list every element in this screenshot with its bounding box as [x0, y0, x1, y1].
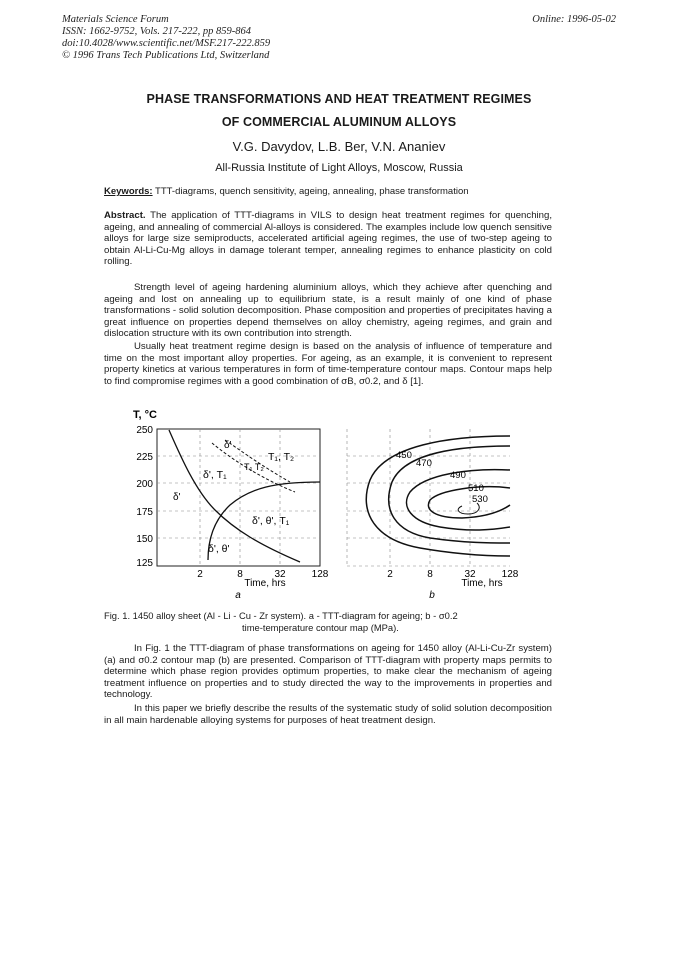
paper-title-line2: OF COMMERCIAL ALUMINUM ALLOYS [221, 115, 457, 129]
journal-name: Materials Science Forum [62, 14, 169, 25]
label-delta-left: δ' [173, 492, 181, 503]
label-t1-t2: T₁, T₂ [268, 451, 295, 463]
figure-1 [120, 400, 540, 605]
x-tick-b-8: 8 [427, 569, 433, 580]
journal-header [62, 14, 270, 62]
y-tick-150: 150 [136, 534, 153, 545]
contour-label-470: 470 [416, 458, 432, 469]
contour-label-450: 450 [396, 450, 412, 461]
x-tick-a-32: 32 [274, 569, 286, 580]
paragraph-3: In Fig. 1 the TTT-diagram of phase transformations on ageing for 1450 alloy (Al-Li-Cu-Zr system) (a) and σ0.2 contour map (b) are presented. Comparison of TTT-diagram with property maps permits to determine which phase region provides optimum properties, to make clear the mechanism of ageing treatment influence on properties and to study directed the way to the improvements in properties and technology. [104, 643, 552, 701]
online-date: Online: 1996-05-02 [532, 14, 616, 25]
x-tick-b-32: 32 [464, 569, 476, 580]
abstract-text: The application of TTT-diagrams in VILS to design heat treatment regimes for quenching, ageing, and annealing of commercial Al-alloys is considered. The examples include low quench sensitive alloys for large size semiproducts, accelerated artificial ageing regimes, the use of two-step ageing to obtain Al-Li-Cu-Mg alloys in damage tolerant temper, annealing regimes to enhance plasticity on cold rolling. [104, 210, 552, 268]
paragraph-2: Usually heat treatment regime design is based on the analysis of influence of temperature and time on the most important alloy properties. For ageing, as an example, it is convenient to represent property kinetics at various temperatures in form of time-temperature contour maps. Contour maps help to find compromise regimes with a good combination of σB, σ0.2, and δ [1]. [104, 341, 552, 387]
label-t1-t2-small: T₁ T₂ [244, 462, 264, 472]
x-axis-title-a: Time, hrs [244, 578, 286, 589]
affiliation: All-Russia Institute of Light Alloys, Moscow, Russia [215, 162, 463, 174]
x-tick-a-2: 2 [197, 569, 203, 580]
x-tick-b-128: 128 [501, 569, 519, 580]
caption-line-2: time-temperature contour map (MPa). [242, 621, 399, 633]
figure-caption [104, 610, 574, 633]
y-axis-title: T, °C [133, 409, 157, 421]
authors: V.G. Davydov, L.B. Ber, V.N. Ananiev [232, 139, 446, 154]
doi-link[interactable]: doi:10.4028/www.scientific.net/MSF.217-222.859 [62, 38, 271, 49]
panel-a-ttt-diagram [133, 409, 329, 601]
abstract [104, 210, 552, 268]
x-tick-a-8: 8 [237, 569, 243, 580]
y-tick-125: 125 [136, 558, 153, 569]
x-axis-title-b: Time, hrs [461, 578, 503, 589]
label-delta-theta-t1: δ', θ', T₁ [252, 515, 290, 527]
label-delta-upper: δ' [224, 440, 232, 451]
y-tick-200: 200 [136, 479, 153, 490]
contour-label-510: 510 [468, 483, 484, 494]
x-tick-b-2: 2 [387, 569, 393, 580]
issn-line: ISSN: 1662-9752, Vols. 217-222, pp 859-864 [62, 26, 251, 37]
contour-label-490: 490 [450, 470, 466, 481]
paper-title-line1: PHASE TRANSFORMATIONS AND HEAT TREATMENT REGIMES [146, 92, 532, 106]
label-delta-t1: δ', T₁ [203, 469, 227, 481]
y-tick-250: 250 [136, 425, 153, 436]
paragraph-4: In this paper we briefly describe the results of the systematic study of solid solution decomposition in all main hardenable alloying systems for purposes of heat treatment design. [104, 703, 552, 726]
keywords-label: Keywords: [104, 186, 153, 197]
keywords-text: TTT-diagrams, quench sensitivity, ageing, annealing, phase transformation [152, 186, 469, 197]
paragraph-1: Strength level of ageing hardening aluminium alloys, which they achieve after quenching and ageing and lost on annealing up to equilibrium state, is a result mainly of one kind of phase transformations - solid solution decomposition. Phase composition and properties of precipitates having a great influence on properties depend themselves on alloy chemistry, ageing regimes, and grain and dislocation structure with its own contribution into strength. [104, 282, 552, 340]
panel-a-curves [169, 430, 320, 562]
panel-a-label: a [235, 590, 241, 601]
panel-b-contour-map [347, 429, 519, 601]
y-tick-175: 175 [136, 507, 153, 518]
label-delta-theta: δ', θ' [208, 543, 230, 555]
copyright-line: © 1996 Trans Tech Publications Ltd, Switzerland [62, 50, 270, 61]
abstract-label: Abstract. [104, 210, 146, 221]
caption-line-1: Fig. 1. 1450 alloy sheet (Al - Li - Cu - Zr system). a - TTT-diagram for ageing; b - σ0.2 [104, 610, 458, 621]
y-tick-225: 225 [136, 452, 153, 463]
panel-b-label: b [429, 590, 435, 601]
keywords [104, 186, 469, 197]
x-tick-a-128: 128 [311, 569, 329, 580]
contour-label-530: 530 [472, 494, 488, 505]
